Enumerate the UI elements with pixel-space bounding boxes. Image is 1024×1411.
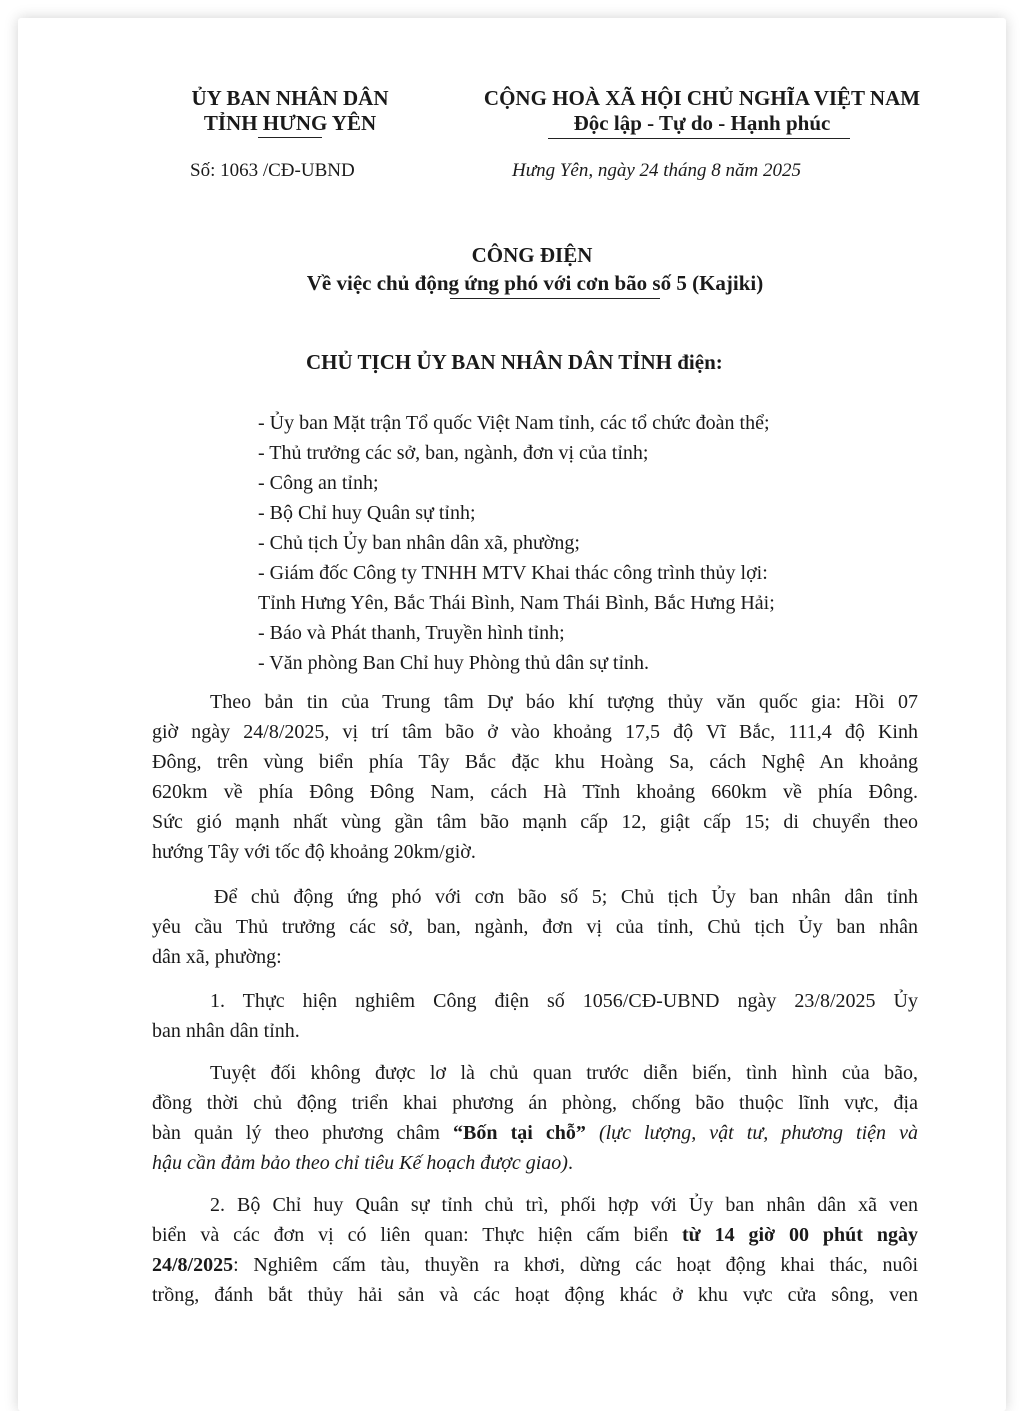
recipient-item: - Bộ Chỉ huy Quân sự tỉnh; — [258, 502, 476, 524]
issuer-line1: ỦY BAN NHÂN DÂN — [191, 86, 389, 110]
recipient-item: Tỉnh Hưng Yên, Bắc Thái Bình, Nam Thái Bình, Bắc Hưng Hải; — [258, 592, 775, 614]
text-line: Đông, trên vùng biển phía Tây Bắc đặc khu Hoàng Sa, cách Nghệ An khoảng — [152, 751, 918, 773]
bold-phrase: 24/8/2025 — [152, 1254, 234, 1276]
text-line: trồng, đánh bắt thủy hải sản và các hoạt động khác ở khu vực cửa sông, ven — [152, 1284, 918, 1306]
text-line: Theo bản tin của Trung tâm Dự báo khí tượng thủy văn quốc gia: Hồi 07 — [210, 691, 918, 713]
bold-phrase: từ 14 giờ 00 phút ngày — [682, 1224, 918, 1246]
issuer-line2: TỈNH HƯNG YÊN — [203, 111, 377, 135]
recipient-item: - Văn phòng Ban Chỉ huy Phòng thủ dân sự tỉnh. — [258, 652, 650, 674]
paragraph-storm-report — [152, 687, 918, 867]
text-line — [152, 1118, 918, 1148]
text-line — [152, 1148, 918, 1178]
paragraph-item-2 — [152, 1190, 918, 1310]
text-fragment: . — [567, 1152, 573, 1174]
text-line: hướng Tây với tốc độ khoảng 20km/giờ. — [152, 841, 476, 863]
text-line: Để chủ động ứng phó với cơn bão số 5; Chủ tịch Ủy ban nhân dân tỉnh — [214, 886, 918, 908]
text-line: yêu cầu Thủ trưởng các sở, ban, ngành, đơn vị của tỉnh, Chủ tịch Ủy ban nhân — [152, 916, 918, 938]
text-line: Tuyệt đối không được lơ là chủ quan trước diễn biến, tình hình của bão, — [210, 1062, 918, 1084]
document-title: CÔNG ĐIỆN — [471, 243, 593, 267]
paragraph-item-1 — [152, 986, 918, 1046]
document-number: Số: 1063 /CĐ-UBND — [190, 160, 355, 181]
addressed-by: CHỦ TỊCH ỦY BAN NHÂN DÂN TỈNH điện: — [306, 350, 723, 374]
text-line — [152, 1220, 918, 1250]
paragraph-vigilance — [152, 1058, 918, 1178]
issuer-underline — [258, 137, 322, 138]
text-line: Sức gió mạnh nhất vùng gần tâm bão mạnh cấp 12, giật cấp 15; di chuyển theo — [152, 811, 918, 833]
text-line — [152, 1250, 918, 1280]
recipient-item: - Chủ tịch Ủy ban nhân dân xã, phường; — [258, 532, 580, 554]
recipient-item: - Ủy ban Mặt trận Tổ quốc Việt Nam tỉnh, các tổ chức đoàn thể; — [258, 412, 770, 434]
national-title: CỘNG HOÀ XÃ HỘI CHỦ NGHĨA VIỆT NAM — [483, 86, 921, 110]
document-subject: Về việc chủ động ứng phó với cơn bão số 5 (Kajiki) — [306, 271, 764, 295]
text-line: 2. Bộ Chỉ huy Quân sự tỉnh chủ trì, phối hợp với Ủy ban nhân dân xã ven — [210, 1194, 918, 1216]
recipient-item: - Thủ trưởng các sở, ban, ngành, đơn vị của tỉnh; — [258, 442, 649, 464]
text-fragment: bàn quản lý theo phương châm — [152, 1122, 454, 1144]
italic-phrase: hậu cần đảm bảo theo chỉ tiêu Kế hoạch được giao) — [152, 1152, 568, 1174]
national-motto: Độc lập - Tự do - Hạnh phúc — [573, 111, 831, 135]
italic-phrase: (lực lượng, vật tư, phương tiện và — [585, 1122, 918, 1144]
recipient-list — [258, 408, 775, 678]
text-line: dân xã, phường: — [152, 946, 282, 968]
recipient-item: - Công an tỉnh; — [258, 472, 379, 494]
document-date: Hưng Yên, ngày 24 tháng 8 năm 2025 — [512, 160, 802, 181]
text-line: đồng thời chủ động triển khai phương án phòng, chống bão thuộc lĩnh vực, địa — [152, 1092, 918, 1114]
text-line: 1. Thực hiện nghiêm Công điện số 1056/CĐ-UBND ngày 23/8/2025 Ủy — [210, 990, 918, 1012]
text-line: ban nhân dân tỉnh. — [152, 1020, 300, 1042]
paragraph-request — [152, 882, 918, 972]
text-line: 620km về phía Đông Đông Nam, cách Hà Tĩnh khoảng 660km về phía Đông. — [152, 781, 918, 803]
bold-phrase: “Bốn tại chỗ” — [453, 1122, 586, 1144]
text-line: giờ ngày 24/8/2025, vị trí tâm bão ở vào khoảng 17,5 độ Vĩ Bắc, 111,4 độ Kinh — [152, 721, 918, 743]
recipient-item: - Báo và Phát thanh, Truyền hình tỉnh; — [258, 622, 565, 644]
subject-underline — [450, 298, 660, 299]
text-fragment: : Nghiêm cấm tàu, thuyền ra khơi, dừng các hoạt động khai thác, nuôi — [233, 1254, 918, 1276]
recipient-item: - Giám đốc Công ty TNHH MTV Khai thác công trình thủy lợi: — [258, 562, 768, 584]
motto-underline — [548, 138, 850, 139]
text-fragment: biển và các đơn vị có liên quan: Thực hiện cấm biển — [152, 1224, 683, 1246]
